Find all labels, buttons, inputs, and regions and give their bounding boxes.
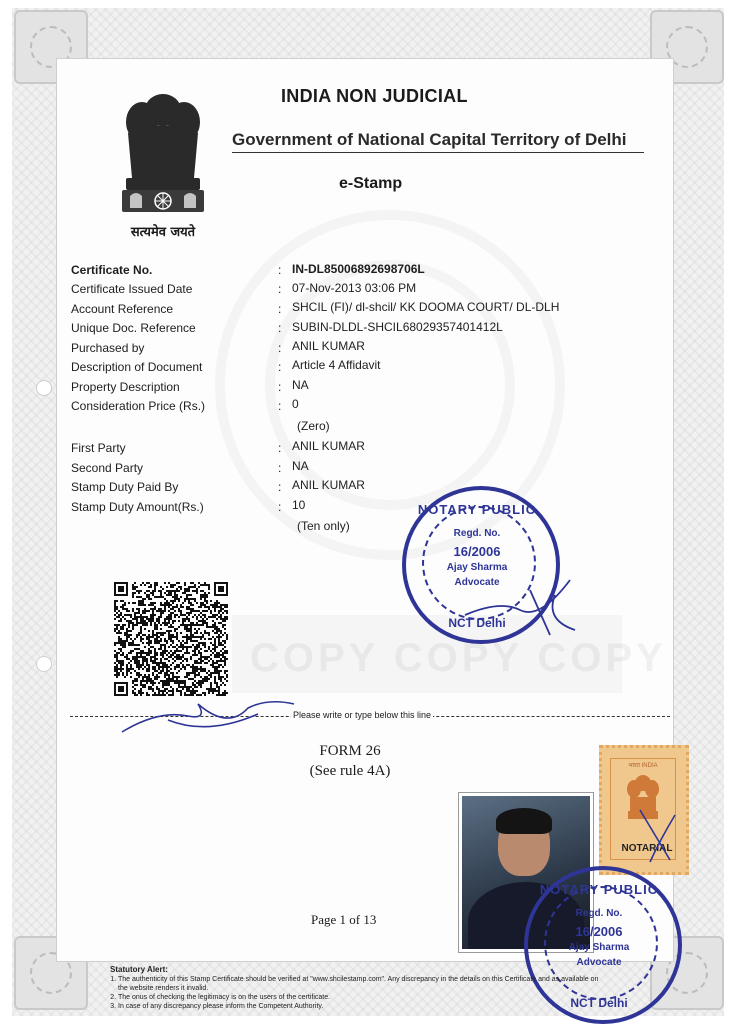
- statutory-alert-item: 3. In case of any discrepancy please inform the Competent Authority.: [118, 1002, 610, 1011]
- unique-doc-reference-label: Unique Doc. Reference: [71, 321, 196, 335]
- notary-role: Advocate: [576, 957, 622, 968]
- notary-name: Ajay Sharma: [446, 562, 508, 573]
- second-party-value: NA: [292, 459, 309, 473]
- field-colon: :: [278, 441, 282, 455]
- field-colon: :: [278, 321, 282, 335]
- notary-name: Ajay Sharma: [568, 942, 630, 953]
- notary-regd-number: 16/2006: [453, 544, 501, 559]
- unique-doc-reference-value: SUBIN-DLDL-SHCIL68029357401412L: [292, 320, 503, 334]
- revenue-stamp-country: भारत INDIA: [628, 763, 658, 769]
- account-reference-value: SHCIL (FI)/ dl-shcil/ KK DOOMA COURT/ DL-DLH: [292, 300, 560, 314]
- punch-hole: [36, 380, 52, 396]
- notary-stamp-title: NOTARY PUBLIC: [417, 502, 537, 517]
- cut-line-instruction: Please write or type below this line: [293, 710, 432, 720]
- page-number: Page 1 of 13: [311, 912, 377, 927]
- issued-date-value: 07-Nov-2013 03:06 PM: [292, 281, 417, 295]
- notary-location: NCT Delhi: [570, 996, 628, 1010]
- form-rule: (See rule 4A): [309, 763, 391, 779]
- government-name: Government of National Capital Territory of Delhi: [232, 130, 627, 149]
- statutory-alert: [110, 965, 610, 1011]
- field-colon: :: [278, 399, 282, 413]
- notary-regd-number: 16/2006: [575, 924, 623, 939]
- signature-mark-icon: [630, 800, 690, 870]
- purchased-by-value: ANIL KUMAR: [292, 339, 365, 353]
- first-party-value: ANIL KUMAR: [292, 439, 365, 453]
- emblem-motto: सत्यमेव जयते: [130, 225, 196, 240]
- ashoka-emblem-icon: [108, 88, 218, 238]
- statutory-alert-list: [110, 975, 610, 1011]
- document-title: INDIA NON JUDICIAL: [281, 86, 468, 106]
- purchased-by-label: Purchased by: [71, 341, 145, 355]
- issued-date-label: Certificate Issued Date: [71, 282, 193, 296]
- photo-person-hair: [496, 808, 552, 834]
- second-party-label: Second Party: [71, 461, 144, 475]
- field-colon: :: [278, 480, 282, 494]
- consideration-price-label: Consideration Price (Rs.): [71, 399, 206, 413]
- form-heading: [260, 741, 440, 781]
- description-of-document-label: Description of Document: [71, 360, 203, 374]
- notary-role: Advocate: [454, 577, 500, 588]
- certificate-no-value: IN-DL85006892698706L: [292, 262, 425, 276]
- notary-stamp-title: NOTARY PUBLIC: [539, 882, 659, 897]
- stamp-duty-amount-label: Stamp Duty Amount(Rs.): [71, 500, 204, 514]
- notary-location: NCT Delhi: [448, 616, 506, 630]
- field-colon: :: [278, 263, 282, 277]
- certificate-no-label: Certificate No.: [71, 263, 153, 277]
- notary-regd-label: Regd. No.: [575, 908, 623, 919]
- property-description-label: Property Description: [71, 380, 180, 394]
- statutory-alert-item: 1. The authenticity of this Stamp Certificate should be verified at "www.shcilestamp.com". Any discrepancy in the details on this Certificate and as available on the website renders it invalid.: [118, 975, 610, 993]
- field-colon: :: [278, 282, 282, 296]
- field-colon: :: [278, 500, 282, 514]
- title-underline: [232, 152, 644, 153]
- consideration-price-words: (Zero): [297, 419, 330, 433]
- account-reference-label: Account Reference: [71, 302, 174, 316]
- document-subtitle: e-Stamp: [339, 175, 403, 192]
- signature-icon: [118, 690, 298, 740]
- punch-hole: [36, 656, 52, 672]
- signature-mark-icon: [460, 560, 580, 640]
- qr-code: [114, 582, 228, 696]
- notary-regd-label: Regd. No.: [453, 528, 501, 539]
- field-colon: :: [278, 461, 282, 475]
- field-colon: :: [278, 360, 282, 374]
- watermark-copy-text: COPY COPY COPY: [250, 636, 667, 680]
- revenue-stamp-label: NOTARIAL: [621, 843, 673, 854]
- statutory-alert-title: Statutory Alert:: [110, 965, 168, 974]
- field-colon: :: [278, 302, 282, 316]
- first-party-label: First Party: [71, 441, 126, 455]
- field-colon: :: [278, 380, 282, 394]
- consideration-price-value: 0: [292, 397, 299, 411]
- stamp-duty-amount-value: 10: [292, 498, 306, 512]
- field-colon: :: [278, 341, 282, 355]
- property-description-value: NA: [292, 378, 309, 392]
- stamp-duty-paid-by-value: ANIL KUMAR: [292, 478, 365, 492]
- stamp-duty-amount-words: (Ten only): [297, 519, 350, 533]
- description-of-document-value: Article 4 Affidavit: [292, 358, 381, 372]
- form-number: FORM 26: [319, 743, 381, 759]
- statutory-alert-item: 2. The onus of checking the legitimacy is on the users of the certificate.: [118, 993, 610, 1002]
- stamp-duty-paid-by-label: Stamp Duty Paid By: [71, 480, 179, 494]
